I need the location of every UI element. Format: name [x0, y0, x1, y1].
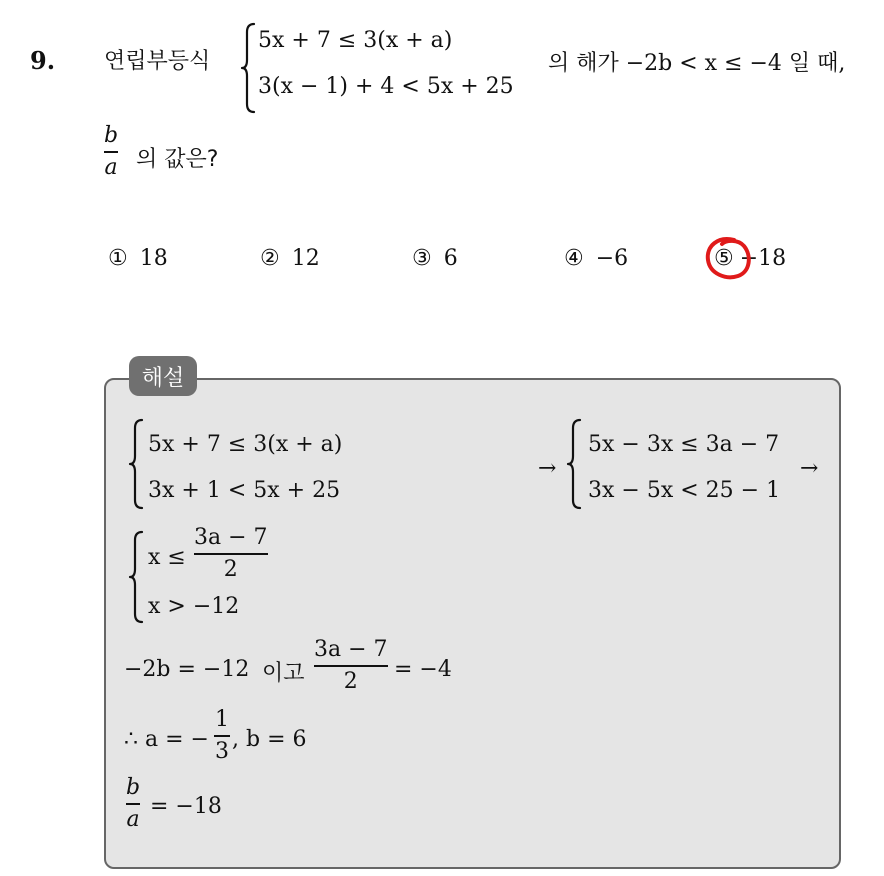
solution-label: 해설: [129, 356, 197, 396]
solution-step2-suffix: , b = 6: [232, 727, 307, 752]
solution-step2-fraction: [214, 708, 230, 764]
step3-fraction-numerator: b: [126, 775, 141, 800]
choice-3-mark: ③: [412, 246, 432, 271]
question-number: 9.: [30, 46, 56, 75]
ratio-denominator: a: [104, 154, 118, 180]
solution-system2-brace: [566, 418, 584, 510]
solution-step2-prefix: ∴ a = −: [124, 727, 209, 752]
solution-step1-conj: 이고: [262, 661, 305, 686]
solution-arrow-2: →: [800, 456, 819, 481]
choice-2-mark: ②: [260, 246, 280, 271]
solution-system2-line-2: 3x − 5x < 25 − 1: [588, 478, 781, 503]
solution-system3-brace: [128, 530, 146, 624]
solution-system3-line1-prefix: x ≤: [148, 545, 186, 570]
choice-2-value: 12: [291, 246, 320, 271]
solution-step3-fraction: [126, 776, 140, 832]
choice-4-mark: ④: [564, 246, 584, 271]
question-ask-text: 의 값은?: [136, 147, 219, 172]
choice-4-value: −6: [595, 246, 629, 271]
solution-system3-fraction: [194, 526, 268, 582]
question-system-brace: [240, 22, 258, 114]
solution-system3-line-2: x > −12: [148, 594, 240, 619]
choice-1-mark: ①: [108, 246, 128, 271]
choice-1-value: 18: [139, 246, 168, 271]
question-ratio-fraction: [104, 124, 118, 180]
choice-2[interactable]: [260, 246, 320, 271]
question-system-line-1: 5x + 7 ≤ 3(x + a): [258, 28, 453, 53]
solution-step1-right: = −4: [394, 657, 452, 682]
choice-3[interactable]: [412, 246, 458, 271]
selected-answer-circle-icon: [700, 232, 760, 286]
solution-system1-brace: [128, 418, 146, 510]
solution-step1-left: −2b = −12: [124, 657, 250, 682]
solution-step3-right: = −18: [150, 794, 222, 819]
question-condition: 의 해가 −2b < x ≤ −4 일 때,: [548, 51, 846, 76]
ratio-numerator: b: [104, 123, 119, 148]
system3-fraction-numerator: 3a − 7: [194, 525, 268, 550]
solution-system1-line-1: 5x + 7 ≤ 3(x + a): [148, 432, 343, 457]
system3-fraction-denominator: 2: [223, 556, 238, 582]
step2-fraction-numerator: 1: [215, 707, 229, 732]
choice-3-value: 6: [443, 246, 458, 271]
choice-5-mark: ⑤: [714, 246, 734, 271]
solution-step1-fraction: [314, 638, 388, 694]
step1-fraction-numerator: 3a − 7: [314, 637, 388, 662]
solution-system2-line-1: 5x − 3x ≤ 3a − 7: [588, 432, 780, 457]
choice-1[interactable]: [108, 246, 168, 271]
solution-system1-line-2: 3x + 1 < 5x + 25: [148, 478, 341, 503]
step3-fraction-denominator: a: [126, 806, 140, 832]
step1-fraction-denominator: 2: [343, 668, 358, 694]
question-system-line-2: 3(x − 1) + 4 < 5x + 25: [258, 74, 514, 99]
choice-4[interactable]: [564, 246, 628, 271]
step2-fraction-denominator: 3: [215, 738, 229, 764]
solution-arrow-1: →: [538, 456, 557, 481]
choice-5-value: −18: [739, 246, 787, 271]
question-intro-label: 연립부등식: [104, 49, 211, 74]
